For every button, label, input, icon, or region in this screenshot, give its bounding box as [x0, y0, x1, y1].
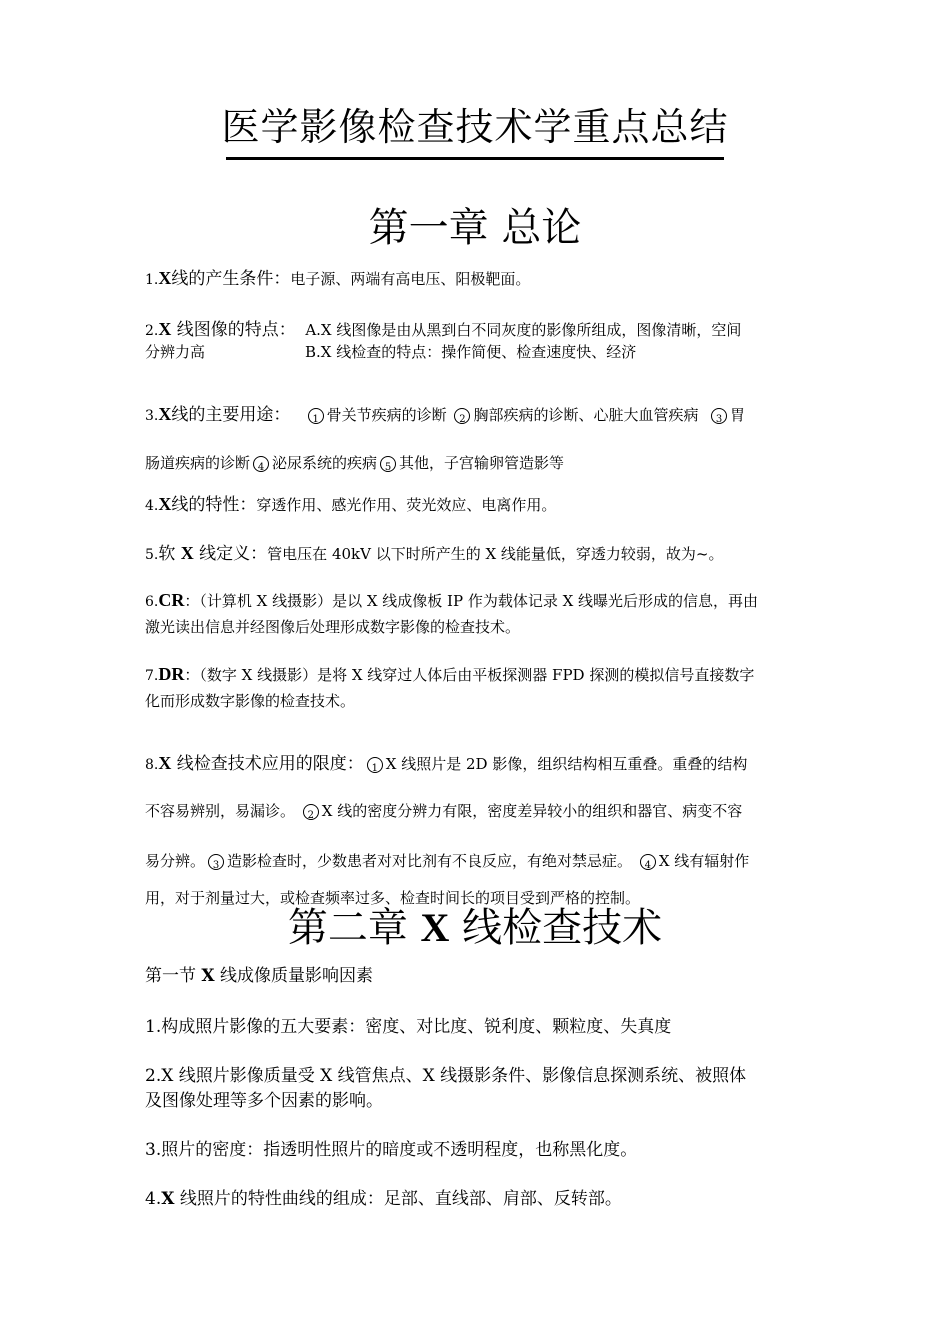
circled-number-4: 4	[640, 854, 656, 870]
ch2-item-4: 4.X 线照片的特性曲线的组成：足部、直线部、肩部、反转部。	[145, 1189, 622, 1209]
item-1: 1.X线的产生条件：电子源、两端有高电压、阳极靶面。	[145, 268, 531, 289]
item-6-line-2: 激光读出信息并经图像后处理形成数字影像的检查技术。	[145, 618, 521, 636]
ch2-item-2-line-2: 及图像处理等多个因素的影响。	[145, 1091, 383, 1111]
ch2-item-1: 1.构成照片影像的五大要素：密度、对比度、锐利度、颗粒度、失真度	[145, 1017, 672, 1037]
chapter-1-heading: 第一章 总论	[368, 205, 582, 251]
item-7: 7.DR：（数字 X 线摄影）是将 X 线穿过人体后由平板探测器 FPD 探测的模拟信号直接数字	[145, 664, 755, 684]
ch2-item-3: 3.照片的密度：指透明性照片的暗度或不透明程度，也称黑化度。	[145, 1140, 638, 1160]
item-7-line-2: 化而形成数字影像的检查技术。	[145, 692, 356, 710]
circled-number-3: 3	[208, 854, 224, 870]
item-5: 5.软 X 线定义：管电压在 40kV 以下时所产生的 X 线能量低，穿透力较弱，故为~。	[145, 543, 724, 564]
item-8-line-2: 不容易辨别，易漏诊。 2 X 线的密度分辨力有限，密度差异较小的组织和器官、病变不容	[145, 802, 743, 821]
circled-number-4: 4	[253, 456, 269, 472]
item-3: 3.X线的主要用途： 1 骨关节疾病的诊断 2 胸部疾病的诊断、心脏大血管疾病 3 胃	[145, 404, 746, 425]
chapter-2-heading: 第二章 X 线检查技术	[287, 905, 663, 951]
item-8-line-4: 用，对于剂量过大，或检查频率过多、检查时间长的项目受到严格的控制。	[145, 889, 641, 907]
item-3-line-2: 肠道疾病的诊断 4 泌尿系统的疾病 5 其他，子宫输卵管造影等	[145, 454, 565, 473]
item-2: 2.X 线图像的特点： A.X 线图像是由从黑到白不同灰度的影像所组成，图像清晰，空间	[145, 319, 742, 340]
section-1-heading: 第一节 X 线成像质量影响因素	[145, 966, 374, 986]
item-2-line-2: 分辨力高 B.X 线检查的特点：操作简便、检查速度快、经济	[145, 343, 637, 361]
item-8-line-3: 易分辨。 3 造影检查时，少数患者对对比剂有不良反应，有绝对禁忌症。 4 X 线有辐射作	[145, 852, 750, 871]
item-8: 8.X 线检查技术应用的限度： 1 X 线照片是 2D 影像，组织结构相互重叠。重叠的结构	[145, 753, 748, 774]
circled-number-3: 3	[711, 408, 727, 424]
ch2-item-2: 2.X 线照片影像质量受 X 线管焦点、X 线摄影条件、影像信息探测系统、被照体	[145, 1066, 747, 1086]
item-4: 4.X线的特性：穿透作用、感光作用、荧光效应、电离作用。	[145, 494, 557, 515]
circled-number-1: 1	[367, 757, 383, 773]
title-underline	[226, 157, 724, 160]
circled-number-1: 1	[308, 408, 324, 424]
circled-number-5: 5	[380, 456, 396, 472]
circled-number-2: 2	[454, 408, 470, 424]
document-title: 医学影像检查技术学重点总结	[221, 105, 729, 149]
item-6: 6.CR：（计算机 X 线摄影）是以 X 线成像板 IP 作为载体记录 X 线曝光后形成的信息，再由	[145, 590, 759, 610]
circled-number-2: 2	[303, 804, 319, 820]
